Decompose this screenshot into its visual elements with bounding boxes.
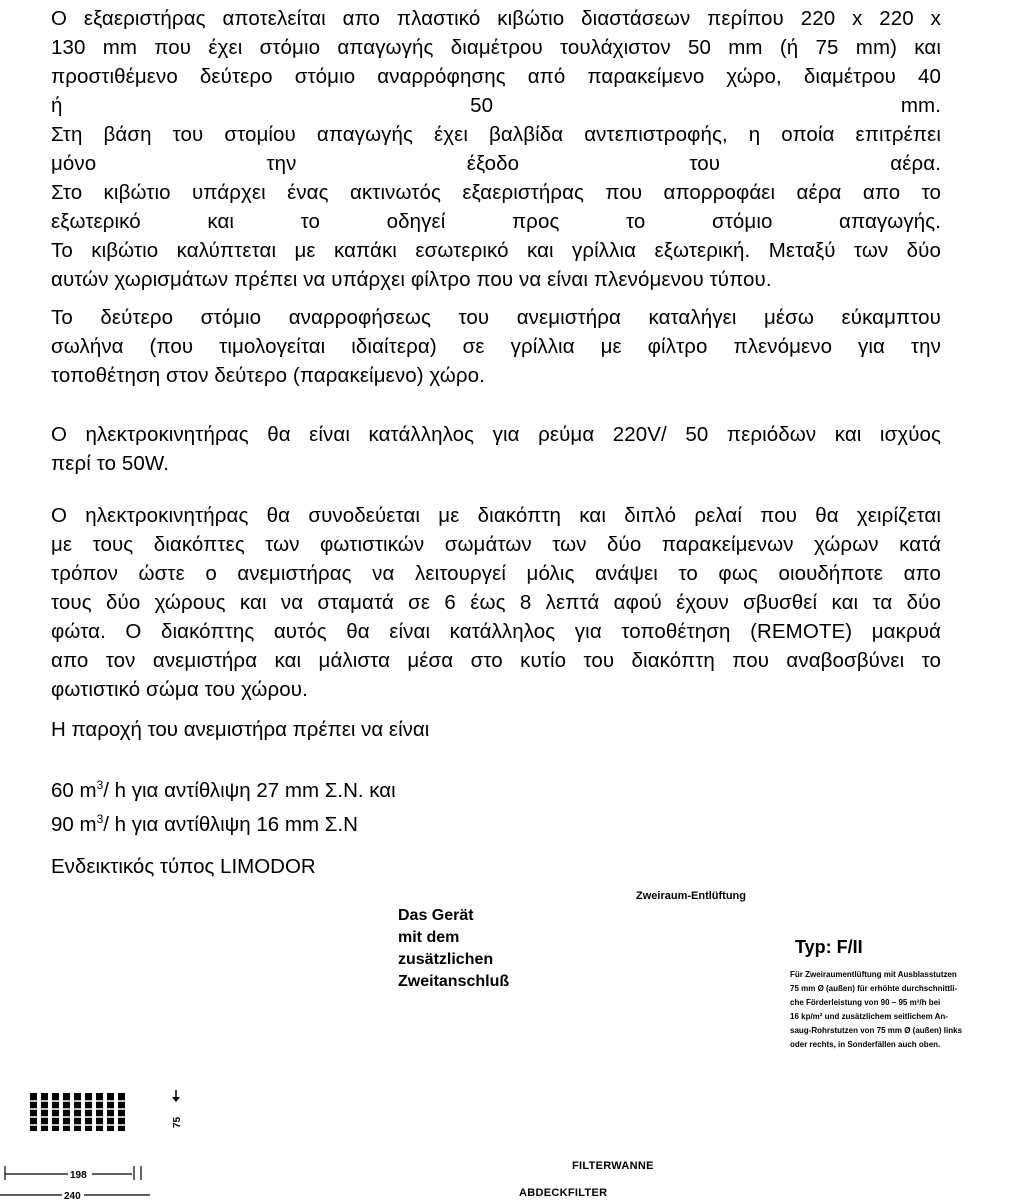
dim-240-label: 240 (64, 1191, 81, 1201)
type-label: Typ: F/II (795, 937, 863, 957)
text-line: Το κιβώτιο καλύπτεται με καπάκι εσωτερικό και γρίλλια εξωτερική. Μεταξύ των δύο (51, 239, 941, 262)
model-line: Ενδεικτικός τύπος LIMODOR (51, 855, 316, 878)
text-line: εξωτερικό και το οδηγεί προς το στόμιο απαγωγής. (51, 210, 941, 233)
text-line: ή 50 mm. (51, 94, 941, 117)
text-line: τοποθέτηση στον δεύτερο (παρακείμενο) χώρο. (51, 364, 485, 387)
dim-75-label: 75 (172, 1116, 183, 1128)
dimension-diagram (0, 1090, 200, 1201)
german-caption: Das Gerät mit dem zusätzlichen Zweitanschluß (398, 907, 510, 990)
technical-note: Für Zweiraumentlüftung mit Ausblasstutzen 75 mm Ø (außen) für erhöhte durchschnittli- che Förderleistung von 90 – 95 m³/h bei 16 kp/m² und zusätzlichem seitlichem An- saug-Rohrstutzen von 75 mm Ø (außen) links oder rechts, in Sonderfällen auch oben. (790, 970, 963, 1049)
text-line: Ο εξαεριστήρας αποτελείται απο πλαστικό κιβώτιο διαστάσεων περίπου 220 x 220 x (51, 7, 941, 30)
text-line: με τους διακόπτες των φωτιστικών σωμάτων των δύο παρακείμενων χώρων κατά (51, 533, 941, 556)
text-line: απο τον ανεμιστήρα και μάλιστα μέσα στο κυτίο του διακόπτη που αναβοσβύνει το (51, 649, 941, 672)
text-line: τους δύο χώρους και να σταματά σε 6 έως 8 λεπτά αφού έχουν σβυσθεί και τα δύο (51, 591, 941, 614)
text-line: Στο κιβώτιο υπάρχει ένας ακτινωτός εξαεριστήρας που απορροφάει αέρα απο το (51, 181, 941, 204)
text-line: 130 mm που έχει στόμιο απαγωγής διαμέτρου τουλάχιστον 50 mm (ή 75 mm) και (51, 36, 941, 59)
figure-heading: Zweiraum-Entlüftung (636, 890, 746, 902)
text-line: Στη βάση του στομίου απαγωγής έχει βαλβίδα αντεπιστροφής, η οποία επιτρέπει (51, 123, 941, 146)
text-line: μόνο την έξοδο του αέρα. (51, 152, 941, 175)
text-line: περί το 50W. (51, 452, 170, 475)
supply-intro: Η παροχή του ανεμιστήρα πρέπει να είναι (51, 718, 430, 741)
dimension-198 (5, 1166, 141, 1181)
grille-pattern (30, 1093, 125, 1131)
paragraph-second-inlet (51, 303, 941, 390)
text-line: σωλήνα (που τιμολογείται ιδιαίτερα) σε γρίλλια με φίλτρο πλενόμενο για την (51, 335, 941, 358)
text-line: προστιθέμενο δεύτερο στόμιο αναρρόφησης από παρακείμενο χώρο, διαμέτρου 40 (51, 65, 941, 88)
dimension-75 (172, 1090, 183, 1128)
text-line: Το δεύτερο στόμιο αναρροφήσεως του ανεμιστήρα καταλήγει μέσω εύκαμπτου (51, 306, 941, 329)
text-line: αυτών χωρισμάτων πρέπει να υπάρχει φίλτρο που να είναι πλενόμενου τύπου. (51, 268, 772, 291)
dimension-240 (0, 1191, 150, 1201)
abdeckfilter-label: ABDECKFILTER (519, 1187, 608, 1199)
filterwanne-label: FILTERWANNE (572, 1160, 654, 1172)
paragraph-motor-switch (51, 501, 941, 704)
text-line: Ο ηλεκτροκινητήρας θα συνοδεύεται με διακόπτη και διπλό ρελαί που θα χειρίζεται (51, 504, 941, 527)
paragraph-housing (51, 4, 941, 294)
dim-198-label: 198 (70, 1170, 87, 1181)
text-line: Ο ηλεκτροκινητήρας θα είναι κατάλληλος για ρεύμα 220V/ 50 περιόδων και ισχύος (51, 423, 941, 446)
supply-line: 90 $m^3/$ h για αντίθλιψη 16 mm Σ.Ν (51, 811, 358, 836)
supply-specs (51, 771, 396, 839)
paragraph-motor-power (51, 420, 941, 478)
supply-line: 60 $m^3/$ h για αντίθλιψη 27 mm Σ.Ν. και (51, 778, 396, 802)
text-line: φωτιστικό σώμα του χώρου. (51, 678, 308, 701)
text-line: φώτα. Ο διακόπτης αυτός θα είναι κατάλληλος για τοποθέτηση (REMOTE) μακρυά (51, 620, 941, 643)
text-line: τρόπον ώστε ο ανεμιστήρας να λειτουργεί μόλις ανάψει το φως οιουδήποτε απο (51, 562, 941, 585)
